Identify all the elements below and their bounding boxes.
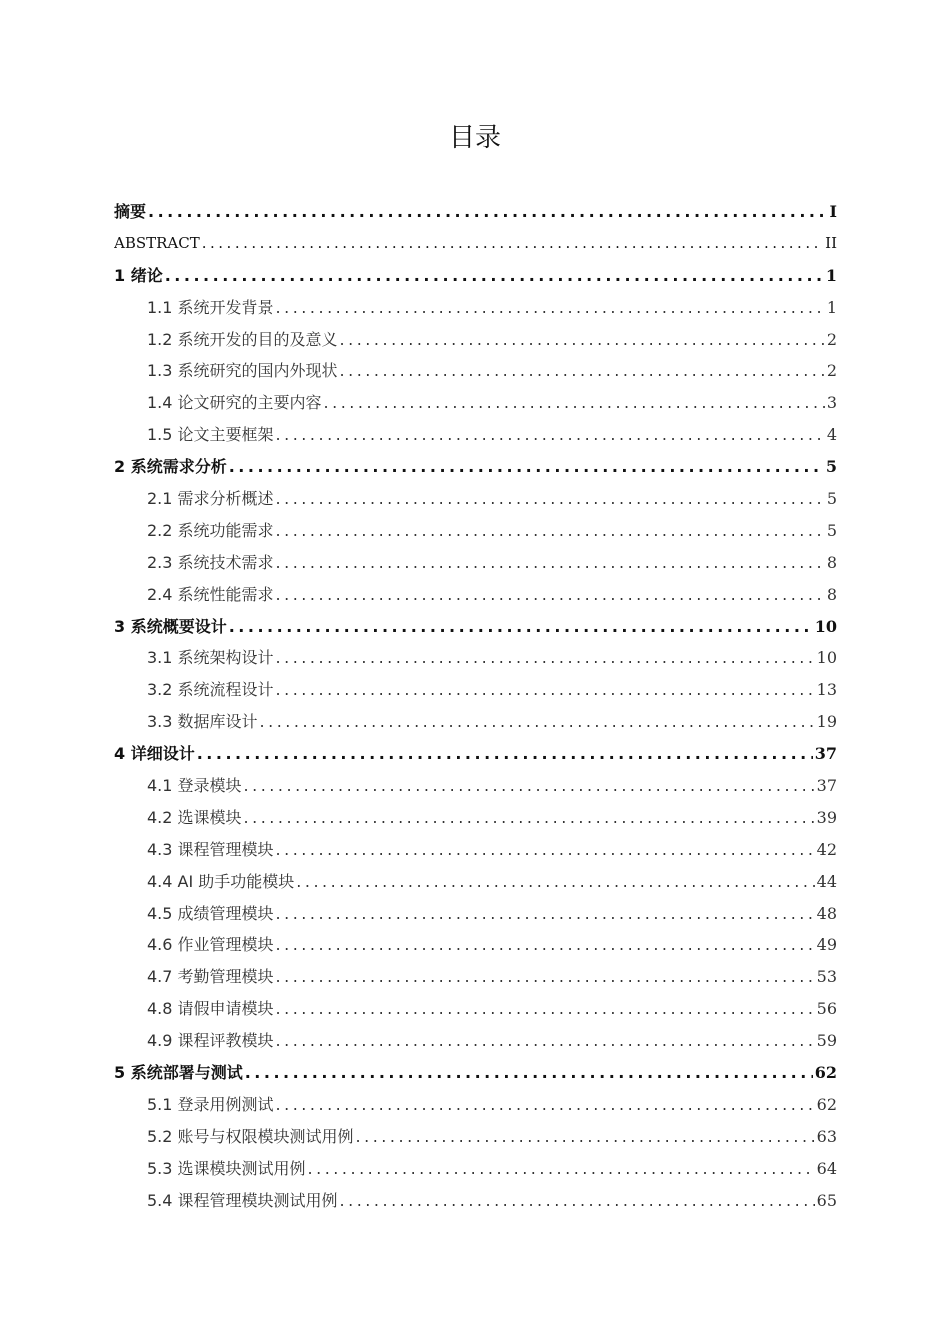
toc-page-number: 64 — [816, 1158, 837, 1178]
dot-leader — [276, 1025, 815, 1057]
toc-section-entry[interactable] — [114, 483, 837, 515]
toc-section-entry[interactable] — [114, 1153, 837, 1185]
dot-leader — [276, 929, 815, 961]
toc-section-entry[interactable] — [114, 292, 837, 324]
toc-entry-label: 摘要 — [114, 202, 147, 221]
dot-leader — [276, 993, 815, 1025]
toc-entry-label: 1.2 系统开发的目的及意义 — [147, 329, 338, 349]
toc-section-entry[interactable] — [114, 674, 837, 706]
toc-section-entry[interactable] — [114, 1121, 837, 1153]
dot-leader — [197, 738, 813, 770]
toc-page-number: 56 — [816, 999, 837, 1019]
toc-page-number: 5 — [826, 489, 837, 509]
dot-leader — [276, 898, 815, 930]
toc-page-number: II — [825, 233, 837, 252]
dot-leader — [276, 483, 825, 515]
toc-entry-label: 4.3 课程管理模块 — [147, 839, 274, 859]
toc-page-number: 1 — [825, 265, 837, 285]
toc-section-entry[interactable] — [114, 770, 837, 802]
toc-section-entry[interactable] — [114, 834, 837, 866]
toc-page-number: 8 — [826, 552, 837, 572]
toc-page-number: 19 — [816, 712, 837, 732]
toc-entry-label: 5.3 选课模块测试用例 — [147, 1158, 306, 1178]
toc-page-number: 8 — [826, 584, 837, 604]
dot-leader — [276, 674, 815, 706]
toc-chapter-entry[interactable] — [114, 451, 837, 483]
dot-leader — [276, 292, 825, 324]
toc-entry-label: 5 系统部署与测试 — [114, 1063, 243, 1083]
toc-page-number: 37 — [816, 776, 837, 796]
toc-chapter-entry[interactable] — [114, 196, 837, 228]
dot-leader — [340, 324, 825, 356]
toc-page-number: 48 — [816, 903, 837, 923]
dot-leader — [340, 1185, 815, 1217]
toc-entry-label: 3.2 系统流程设计 — [147, 680, 274, 700]
toc-page-number: 5 — [825, 457, 837, 477]
toc-page-number: 44 — [816, 871, 837, 891]
toc-section-entry[interactable] — [114, 642, 837, 674]
dot-leader — [324, 387, 825, 419]
page-title: 目录 — [448, 123, 501, 153]
toc-page-number: 13 — [816, 680, 837, 700]
toc-section-entry[interactable] — [114, 993, 837, 1025]
toc-entry-label: 2.1 需求分析概述 — [147, 489, 274, 509]
toc-section-entry[interactable] — [114, 1025, 837, 1057]
dot-leader — [276, 834, 815, 866]
toc-entry-label: 4.6 作业管理模块 — [147, 935, 274, 955]
toc-chapter-entry[interactable] — [114, 260, 837, 292]
toc-entry-label: 5.2 账号与权限模块测试用例 — [147, 1126, 354, 1146]
dot-leader — [244, 770, 815, 802]
toc-page-number: 2 — [826, 361, 837, 381]
toc-page-number: 53 — [816, 967, 837, 987]
toc-chapter-entry[interactable] — [114, 228, 837, 260]
toc-page-number: 10 — [814, 616, 837, 636]
toc-section-entry[interactable] — [114, 1185, 837, 1217]
toc-entry-label: 4 详细设计 — [114, 744, 195, 764]
dot-leader — [356, 1121, 815, 1153]
dot-leader — [340, 355, 825, 387]
toc-entry-label: 2.4 系统性能需求 — [147, 584, 274, 604]
dot-leader — [276, 1089, 815, 1121]
toc-entry-label: 4.8 请假申请模块 — [147, 999, 274, 1019]
toc-entry-label: 5.4 课程管理模块测试用例 — [147, 1190, 338, 1210]
toc-page-number: I — [829, 202, 837, 221]
toc-entry-label: 2.2 系统功能需求 — [147, 520, 274, 540]
toc-entry-label: 4.7 考勤管理模块 — [147, 967, 274, 987]
toc-page-number: 62 — [816, 1094, 837, 1114]
toc-section-entry[interactable] — [114, 387, 837, 419]
toc-chapter-entry[interactable] — [114, 1057, 837, 1089]
toc-page-number: 59 — [816, 1031, 837, 1051]
toc-entry-label: 1 绪论 — [114, 265, 163, 285]
toc-page-number: 10 — [816, 648, 837, 668]
toc-page-number: 4 — [826, 425, 837, 445]
toc-page-number: 3 — [826, 393, 837, 413]
dot-leader — [229, 611, 813, 643]
toc-section-entry[interactable] — [114, 419, 837, 451]
toc-page-number: 5 — [826, 520, 837, 540]
toc-section-entry[interactable] — [114, 355, 837, 387]
toc-page-number: 65 — [816, 1190, 837, 1210]
toc-page-number: 1 — [826, 297, 837, 317]
toc-section-entry[interactable] — [114, 929, 837, 961]
dot-leader — [308, 1153, 815, 1185]
toc-entry-label: 1.4 论文研究的主要内容 — [147, 393, 322, 413]
dot-leader — [165, 260, 824, 292]
dot-leader — [296, 866, 814, 898]
toc-page-number: 37 — [814, 744, 837, 764]
table-of-contents — [114, 196, 837, 1217]
dot-leader — [276, 547, 825, 579]
toc-section-entry[interactable] — [114, 866, 837, 898]
toc-entry-label: 5.1 登录用例测试 — [147, 1094, 274, 1114]
toc-page-number: 49 — [816, 935, 837, 955]
dot-leader — [229, 451, 824, 483]
toc-section-entry[interactable] — [114, 898, 837, 930]
dot-leader — [148, 196, 828, 228]
toc-entry-label: 3.3 数据库设计 — [147, 712, 258, 732]
dot-leader — [244, 802, 815, 834]
toc-section-entry[interactable] — [114, 961, 837, 993]
toc-page-number: 2 — [826, 329, 837, 349]
toc-section-entry[interactable] — [114, 547, 837, 579]
toc-section-entry[interactable] — [114, 802, 837, 834]
toc-section-entry[interactable] — [114, 324, 837, 356]
toc-page-number: 39 — [816, 807, 837, 827]
toc-section-entry[interactable] — [114, 579, 837, 611]
dot-leader — [276, 961, 815, 993]
toc-entry-label: 4.5 成绩管理模块 — [147, 903, 274, 923]
toc-section-entry[interactable] — [114, 515, 837, 547]
toc-entry-label: 3.1 系统架构设计 — [147, 648, 274, 668]
dot-leader — [276, 515, 825, 547]
toc-entry-label: 1.1 系统开发背景 — [147, 297, 274, 317]
dot-leader — [276, 579, 825, 611]
toc-entry-label: 4.2 选课模块 — [147, 807, 242, 827]
toc-entry-label: 4.4 AI 助手功能模块 — [147, 871, 295, 891]
toc-chapter-entry[interactable] — [114, 611, 837, 643]
toc-entry-label: 3 系统概要设计 — [114, 616, 227, 636]
dot-leader — [260, 706, 815, 738]
toc-entry-label: 2 系统需求分析 — [114, 457, 227, 477]
toc-entry-label: 1.5 论文主要框架 — [147, 425, 274, 445]
toc-entry-label: 4.9 课程评教模块 — [147, 1031, 274, 1051]
toc-page-number: 63 — [816, 1126, 837, 1146]
toc-section-entry[interactable] — [114, 706, 837, 738]
dot-leader — [276, 642, 815, 674]
toc-chapter-entry[interactable] — [114, 738, 837, 770]
toc-entry-label: 1.3 系统研究的国内外现状 — [147, 361, 338, 381]
toc-entry-label: 4.1 登录模块 — [147, 776, 242, 796]
toc-page-number: 42 — [816, 839, 837, 859]
toc-section-entry[interactable] — [114, 1089, 837, 1121]
dot-leader — [202, 228, 823, 260]
toc-entry-label: ABSTRACT — [114, 233, 200, 252]
toc-entry-label: 2.3 系统技术需求 — [147, 552, 274, 572]
dot-leader — [276, 419, 825, 451]
dot-leader — [245, 1057, 813, 1089]
toc-page-number: 62 — [814, 1063, 837, 1083]
